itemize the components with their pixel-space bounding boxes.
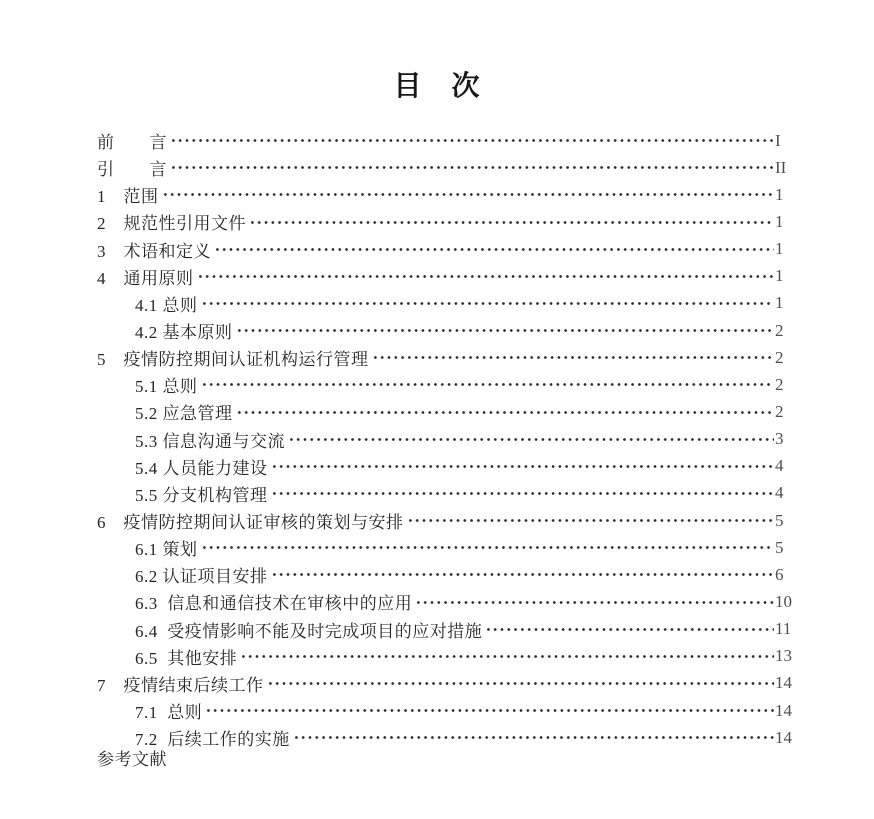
toc-entry-row bbox=[97, 724, 800, 751]
toc-page-number: 2 bbox=[775, 320, 784, 340]
toc-entry-label: 引 言 bbox=[97, 160, 167, 180]
toc-entry-label: 参考文献 bbox=[97, 750, 167, 770]
toc-entry-label: 6.5 其他安排 bbox=[135, 648, 238, 668]
dot-leader bbox=[271, 480, 775, 507]
toc-entry-label: 7.1 总则 bbox=[135, 703, 203, 723]
dot-leader bbox=[271, 561, 775, 588]
toc-page-number: I bbox=[775, 130, 781, 150]
toc-entry-label: 2 规范性引用文件 bbox=[97, 214, 246, 234]
toc-entry-row bbox=[97, 670, 800, 697]
toc-entry-row bbox=[97, 588, 800, 615]
toc-page-number: 6 bbox=[775, 564, 784, 584]
toc-page-number: 1 bbox=[775, 211, 784, 231]
dot-leader bbox=[415, 588, 774, 615]
toc-entry-label: 5.2 应急管理 bbox=[135, 404, 233, 424]
toc-entry-row bbox=[97, 643, 800, 670]
toc-entry-label: 5.1 总则 bbox=[135, 377, 198, 397]
toc-entry-label: 6.4 受疫情影响不能及时完成项目的应对措施 bbox=[135, 621, 483, 641]
toc-page-number: 14 bbox=[775, 673, 792, 693]
toc-page-number: 2 bbox=[775, 374, 784, 394]
dot-leader bbox=[170, 127, 774, 154]
toc-entry-label: 5.3 信息沟通与交流 bbox=[135, 431, 285, 451]
toc-entry-row bbox=[97, 398, 800, 425]
toc-page-number: 5 bbox=[775, 510, 784, 530]
dot-leader bbox=[236, 317, 775, 344]
toc-entry-label: 5 疫情防控期间认证机构运行管理 bbox=[97, 350, 369, 370]
toc-entry-label: 3 术语和定义 bbox=[97, 241, 211, 261]
dot-leader bbox=[201, 534, 775, 561]
dot-leader bbox=[162, 181, 775, 208]
toc-entry-label: 7 疫情结束后续工作 bbox=[97, 675, 264, 695]
toc-entry-row bbox=[97, 127, 800, 154]
dot-leader bbox=[205, 697, 774, 724]
toc-page-number: 1 bbox=[775, 239, 784, 259]
dot-leader bbox=[236, 398, 775, 425]
toc-page-number: 2 bbox=[775, 347, 784, 367]
toc-entry-label: 1 范围 bbox=[97, 187, 159, 207]
toc-page-number: 1 bbox=[775, 266, 784, 286]
toc-page-number: 14 bbox=[775, 700, 792, 720]
toc-entry-label: 6.3 信息和通信技术在审核中的应用 bbox=[135, 594, 413, 614]
toc-page-number: 2 bbox=[775, 401, 784, 421]
toc-page-number: 14 bbox=[775, 727, 792, 747]
dot-leader bbox=[267, 670, 775, 697]
toc-entry-row bbox=[97, 480, 800, 507]
toc-entry-row bbox=[97, 453, 800, 480]
toc-page-number: 3 bbox=[775, 429, 784, 449]
toc-entry-row bbox=[97, 561, 800, 588]
toc-entry-row bbox=[97, 426, 800, 453]
toc-entry-label: 4.1 总则 bbox=[135, 295, 198, 315]
toc-entry-row bbox=[97, 371, 800, 398]
dot-leader bbox=[293, 724, 774, 751]
toc-entry-row bbox=[97, 317, 800, 344]
toc-entry-row bbox=[97, 290, 800, 317]
dot-leader bbox=[249, 208, 774, 235]
toc-entry-row bbox=[97, 616, 800, 643]
dot-leader bbox=[214, 236, 774, 263]
toc-page-number: 5 bbox=[775, 537, 784, 557]
dot-leader bbox=[271, 453, 775, 480]
dot-leader bbox=[197, 263, 775, 290]
toc-entry-row bbox=[97, 697, 800, 724]
toc-page-number: 11 bbox=[775, 619, 792, 639]
toc-page-number: 1 bbox=[775, 293, 784, 313]
toc-entry-label: 4 通用原则 bbox=[97, 268, 194, 288]
toc-page-number: 1 bbox=[775, 184, 784, 204]
toc-entry-label: 6 疫情防控期间认证审核的策划与安排 bbox=[97, 513, 404, 533]
toc-entry-row bbox=[97, 181, 800, 208]
toc-page-number: 13 bbox=[775, 646, 792, 666]
toc-entry-label: 5.5 分支机构管理 bbox=[135, 485, 268, 505]
toc-entry-row bbox=[97, 154, 800, 181]
toc-entry-label: 前 言 bbox=[97, 133, 167, 153]
dot-leader bbox=[288, 426, 774, 453]
dot-leader bbox=[201, 290, 775, 317]
dot-leader bbox=[201, 371, 775, 398]
toc-page-number: 10 bbox=[775, 591, 792, 611]
toc-entry-row bbox=[97, 236, 800, 263]
dot-leader bbox=[372, 344, 775, 371]
toc-page-number: 4 bbox=[775, 483, 784, 503]
toc-page-number: 4 bbox=[775, 456, 784, 476]
toc-entry-row bbox=[97, 263, 800, 290]
toc-entry-label: 6.2 认证项目安排 bbox=[135, 567, 268, 587]
toc-entry-row bbox=[97, 344, 800, 371]
toc-entry-row bbox=[97, 534, 800, 561]
table-of-contents bbox=[97, 127, 800, 771]
toc-entry-label: 5.4 人员能力建设 bbox=[135, 458, 268, 478]
toc-page-number: II bbox=[775, 157, 787, 177]
toc-entry-label: 6.1 策划 bbox=[135, 540, 198, 560]
dot-leader bbox=[407, 507, 775, 534]
toc-entry-label: 4.2 基本原则 bbox=[135, 323, 233, 343]
dot-leader bbox=[170, 154, 774, 181]
dot-leader bbox=[485, 616, 774, 643]
page-title: 目 次 bbox=[393, 70, 481, 101]
toc-entry-row bbox=[97, 507, 800, 534]
dot-leader bbox=[240, 643, 774, 670]
toc-entry-label: 7.2 后续工作的实施 bbox=[135, 730, 290, 750]
toc-entry-row bbox=[97, 208, 800, 235]
